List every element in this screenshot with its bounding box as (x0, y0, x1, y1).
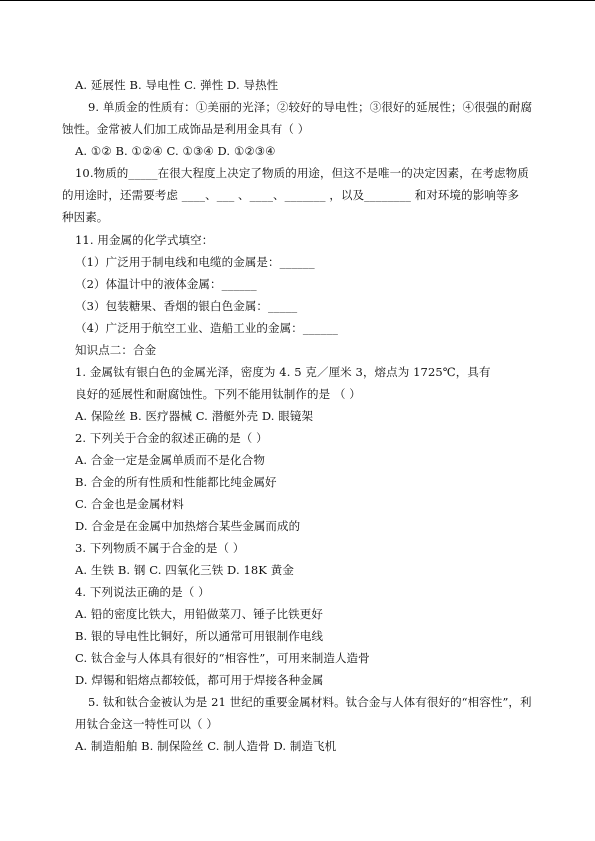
alloy-q3-options: A. 生铁 B. 钢 C. 四氧化三铁 D. 18K 黄金 (75, 563, 294, 577)
q11-stem: 11. 用金属的化学式填空： (75, 233, 214, 247)
q10-stem-line-1: 10.物质的_____在很大程度上决定了物质的用途，但这不是唯一的决定因素，在考虑物质 (75, 166, 529, 180)
alloy-q1-options: A. 保险丝 B. 医疗器械 C. 潜艇外壳 D. 眼镜架 (75, 409, 314, 423)
q10-stem-line-3: 种因素。 (62, 210, 109, 224)
alloy-q3-stem: 3. 下列物质不属于合金的是（ ） (75, 541, 245, 555)
alloy-q4-option-a: A. 铅的密度比铁大，用铅做菜刀、锤子比铁更好 (75, 607, 323, 621)
alloy-q4-stem: 4. 下列说法正确的是（ ） (75, 585, 210, 599)
q10-stem-line-2: 的用途时，还需要考虑 ____、___ 、____、_______ ，以及________ 和对环境的影响等多 (62, 188, 520, 202)
alloy-q2-stem: 2. 下列关于合金的叙述正确的是（ ） (75, 431, 268, 445)
alloy-q1-stem-line-1: 1. 金属钛有银白色的金属光泽，密度为 4. 5 克／厘米 3，熔点为 1725℃，具有 (75, 365, 491, 379)
alloy-q2-option-d: D. 合金是在金属中加热熔合某些金属而成的 (75, 519, 301, 533)
alloy-q4-option-d: D. 焊锡和铝熔点都较低，都可用于焊接各种金属 (75, 673, 324, 687)
alloy-q4-option-b: B. 银的导电性比铜好，所以通常可用银制作电线 (75, 629, 324, 643)
alloy-q5-stem-line-1: 5. 钛和钛合金被认为是 21 世纪的重要金属材料。钛合金与人体有很好的“相容性”，利 (88, 695, 532, 709)
q8-options: A. 延展性 B. 导电性 C. 弹性 D. 导热性 (75, 78, 279, 92)
alloy-q4-option-c: C. 钛合金与人体具有很好的“相容性”，可用来制造人造骨 (75, 651, 370, 665)
q9-options: A. ①② B. ①②④ C. ①③④ D. ①②③④ (75, 144, 276, 158)
q9-stem-line-2: 蚀性。金常被人们加工成饰品是利用金具有（ ） (62, 122, 310, 136)
q9-stem-line-1: 9. 单质金的性质有：①美丽的光泽；②较好的导电性；③很好的延展性；④很强的耐腐 (88, 100, 533, 114)
section-heading-alloy: 知识点二：合金 (75, 343, 157, 357)
alloy-q5-stem-line-2: 用钛合金这一特性可以（ ） (75, 717, 218, 731)
q11-part-2: （2）体温计中的液体金属：______ (75, 277, 257, 291)
alloy-q5-options: A. 制造船舶 B. 制保险丝 C. 制人造骨 D. 制造飞机 (75, 739, 337, 753)
q11-part-4: （4）广泛用于航空工业、造船工业的金属：______ (75, 321, 338, 335)
q11-part-1: （1）广泛用于制电线和电缆的金属是：______ (75, 255, 315, 269)
alloy-q2-option-a: A. 合金一定是金属单质而不是化合物 (75, 453, 265, 467)
q11-part-3: （3）包装糖果、香烟的银白色金属：_____ (75, 299, 298, 313)
alloy-q2-option-c: C. 合金也是金属材料 (75, 497, 184, 511)
alloy-q2-option-b: B. 合金的所有性质和性能都比纯金属好 (75, 475, 277, 489)
alloy-q1-stem-line-2: 良好的延展性和耐腐蚀性。下列不能用钛制作的是 （ ） (75, 387, 361, 401)
